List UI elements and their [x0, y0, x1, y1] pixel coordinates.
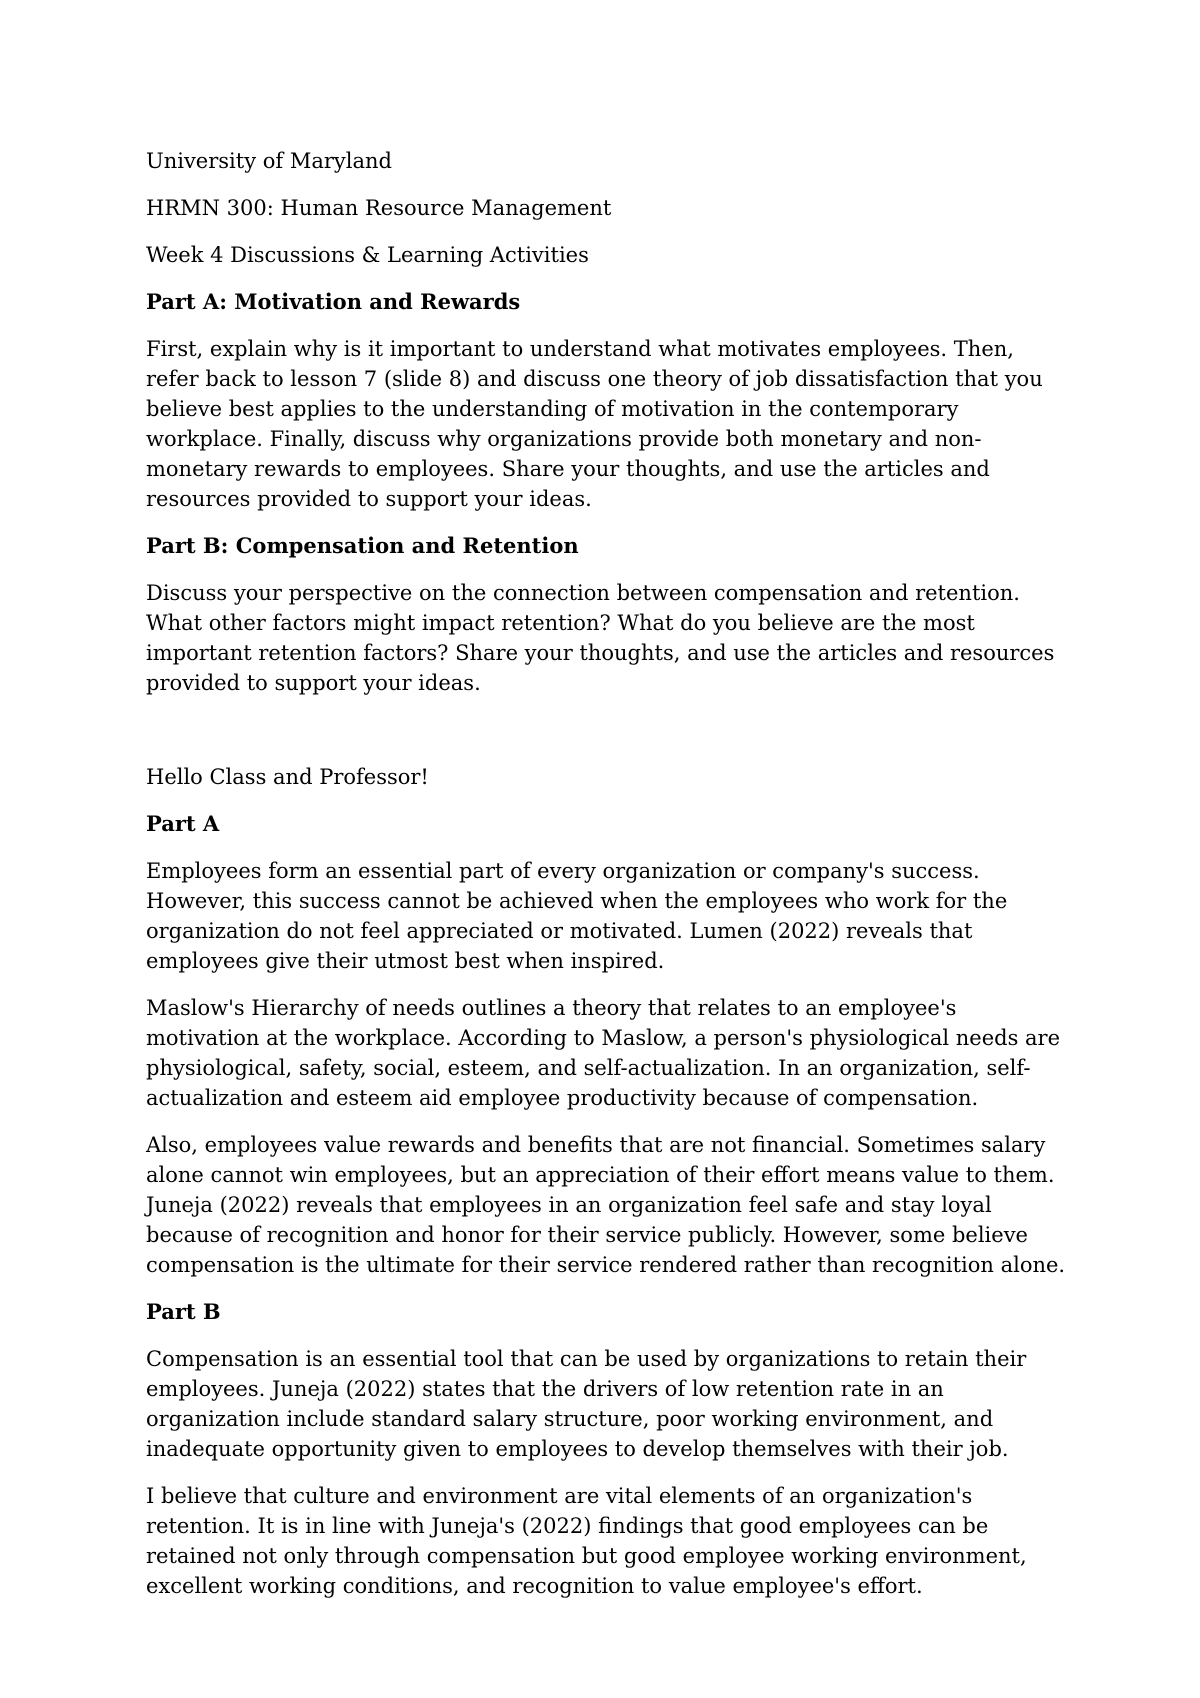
prompt-part-a-heading: Part A: Motivation and Rewards	[146, 289, 521, 314]
response-part-a-paragraph: Maslow's Hierarchy of needs outlines a theory that relates to an employee's motivation at the workplace. According to Maslow, a person's physiological needs are physiological, safety, social, esteem, and self-actualization. In an organization, self-actualization and esteem aid employee productivity because of compensation.	[146, 996, 1061, 1110]
response-part-b-paragraph: Compensation is an essential tool that can be used by organizations to retain their employees. Juneja (2022) states that the drivers of low retention rate in an organization include standard salary structure, poor working environment, and inadequate opportunity given to employees to develop themselves with their job.	[146, 1347, 1027, 1461]
response-part-b-heading: Part B	[146, 1299, 221, 1324]
university-name: University of Maryland	[146, 149, 392, 173]
response-part-a-paragraph: Also, employees value rewards and benefits that are not financial. Sometimes salary alone cannot win employees, but an appreciation of their effort means value to them. Juneja (2022) reveals that employees in an organization feel safe and stay loyal because of recognition and honor for their service publicly. However, some believe compensation is the ultimate for their service rendered rather than recognition alone.	[146, 1133, 1066, 1277]
prompt-part-b-body: Discuss your perspective on the connection between compensation and retention. What other factors might impact retention? What do you believe are the most important retention factors? Share your thoughts, and use the articles and resources provided to support your ideas.	[146, 581, 1055, 695]
response-part-a-heading: Part A	[146, 811, 220, 836]
response-part-a-paragraph: Employees form an essential part of every organization or company's success. However, this success cannot be achieved when the employees who work for the organization do not feel appreciated or motivated. Lumen (2022) reveals that employees give their utmost best when inspired.	[146, 859, 1008, 973]
prompt-part-a-body: First, explain why is it important to understand what motivates employees. Then, refer back to lesson 7 (slide 8) and discuss one theory of job dissatisfaction that you believe best applies to the understanding of motivation in the contemporary workplace. Finally, discuss why organizations provide both monetary and non-monetary rewards to employees. Share your thoughts, and use the articles and resources provided to support your ideas.	[146, 337, 1043, 511]
response-greeting: Hello Class and Professor!	[146, 765, 429, 789]
response-part-b-paragraph: I believe that culture and environment are vital elements of an organization's retention. It is in line with Juneja's (2022) findings that good employees can be retained not only through compensation but good employee working environment, excellent working conditions, and recognition to value employee's effort.	[146, 1484, 1027, 1598]
prompt-part-b-heading: Part B: Compensation and Retention	[146, 533, 579, 558]
section-spacer	[146, 715, 1070, 762]
week-title: Week 4 Discussions & Learning Activities	[146, 243, 589, 267]
course-title: HRMN 300: Human Resource Management	[146, 196, 612, 220]
